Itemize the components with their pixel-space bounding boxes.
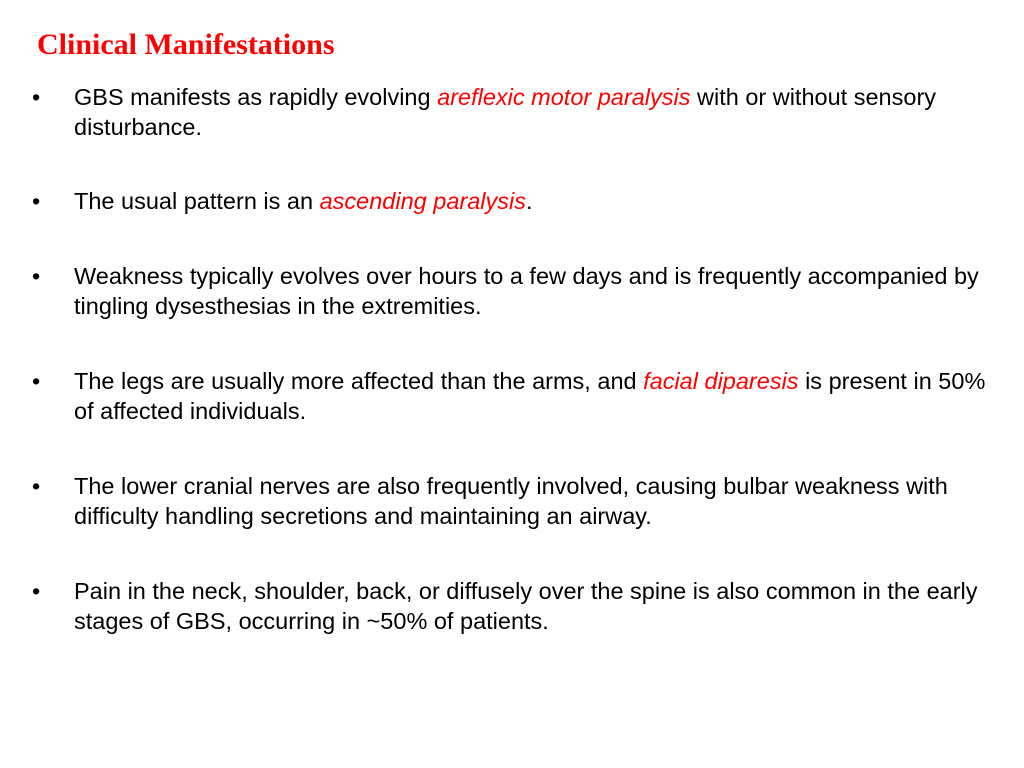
bullet-text (74, 186, 994, 216)
bullet-icon: • (32, 263, 41, 289)
bullet-text (74, 82, 994, 142)
bullet-icon: • (32, 578, 41, 604)
bullet-icon: • (32, 368, 41, 394)
bullet-text-after: with or without sensory disturbance. (74, 84, 937, 140)
bullet-text: Weakness typically evolves over hours to a few days and is frequently accompanied by tingling dysesthesias in the extremities. (74, 263, 979, 319)
slide-title: Clinical Manifestations (37, 28, 335, 61)
bullet-text-after: is present in 50% of affected individuals. (74, 368, 986, 424)
emphasis-text: facial diparesis (643, 368, 799, 394)
bullet-text: Pain in the neck, shoulder, back, or diffusely over the spine is also common in the early stages of GBS, occurring in ~50% of patients. (74, 578, 978, 634)
bullet-text-before: GBS manifests as rapidly evolving (74, 84, 438, 110)
bullet-text-after: . (526, 188, 533, 214)
bullet-text-before: The usual pattern is an (74, 188, 320, 214)
bullet-icon: • (32, 188, 41, 214)
bullet-icon: • (32, 473, 41, 499)
bullet-text-before: The legs are usually more affected than the arms, and (74, 368, 644, 394)
bullet-text: The lower cranial nerves are also frequently involved, causing bulbar weakness with difficulty handling secretions and maintaining an airway. (74, 473, 948, 529)
bullet-text (74, 366, 994, 426)
emphasis-text: ascending paralysis (319, 188, 526, 214)
bullet-icon: • (32, 84, 41, 110)
emphasis-text: areflexic motor paralysis (437, 84, 691, 110)
